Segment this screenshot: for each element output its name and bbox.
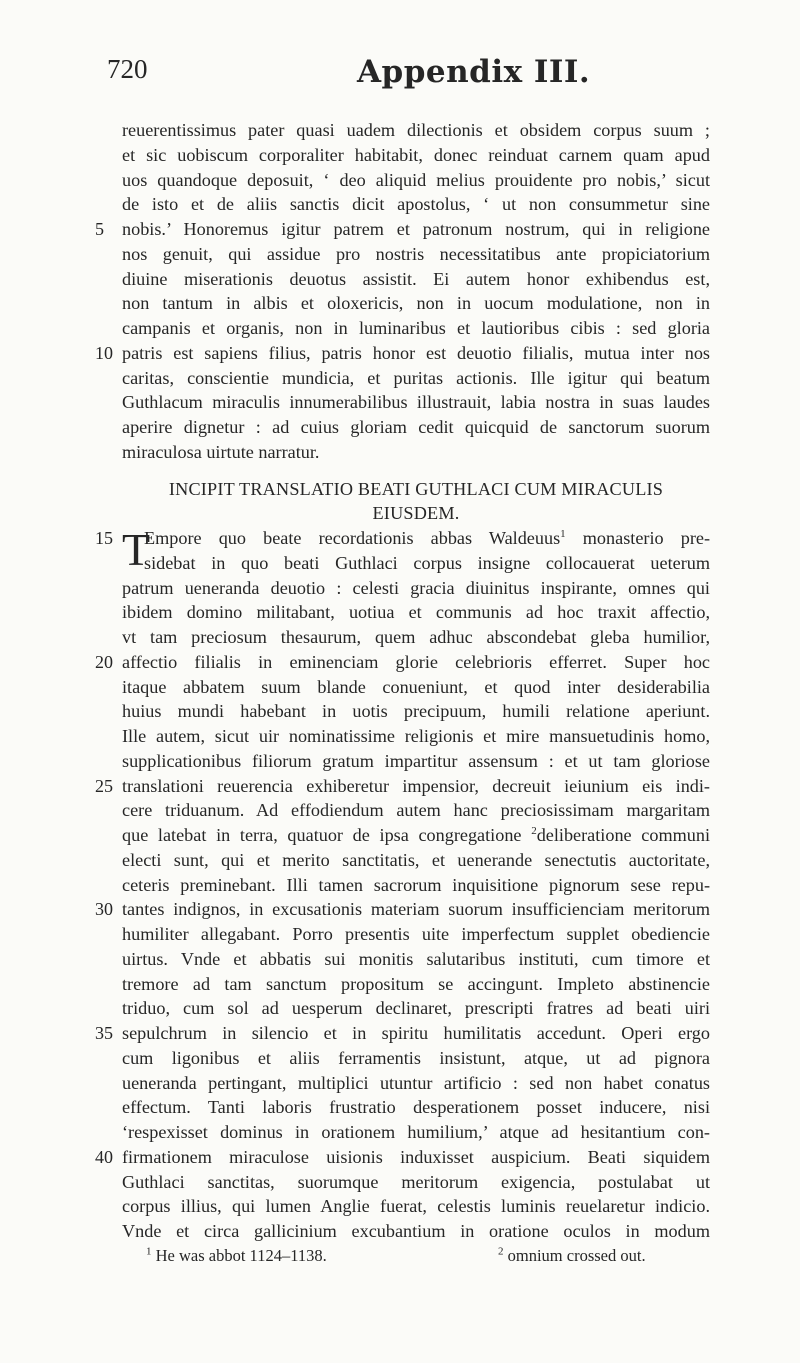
line-number: 5 <box>95 219 104 239</box>
text-line: ceteris preminebant. Illi tamen sacrorum inquisitione pignorum sese repu- <box>122 874 710 895</box>
text-line: reuerentissimus pater quasi uadem dilectionis et obsidem corpus suum ; <box>122 120 710 140</box>
text-line: et sic uobiscum corporaliter habitabit, donec reinduat carnem quam apud <box>122 144 710 165</box>
text-line: 20 affectio filialis in eminenciam glorie celebrioris efferret. Super hoc <box>122 650 710 675</box>
text-line: 40 firmationem miraculose uisionis induxisset auspicium. Beati siquidem <box>122 1145 710 1170</box>
text-line: triduo, cum sol ad uesperum declinaret, prescripti fratres ad beati uiri <box>122 998 710 1019</box>
text-line: 15 T Empore quo beate recordationis abbas Waldeuus$^1$ monasterio pre- <box>95 524 711 575</box>
line-number: 10 <box>95 342 113 363</box>
line-number: 30 <box>95 899 113 920</box>
text-line: patrum ueneranda deuotio : celesti gracia diuinitus inspirante, omnes qui <box>122 577 710 598</box>
text-line: ‘respexisset dominus in orationem humilium,’ atque ad hesitantium con- <box>122 1122 710 1142</box>
drop-cap: T <box>122 524 151 575</box>
footnote-ref: 1 <box>560 527 566 540</box>
text-line: effectum. Tanti laboris frustratio desperationem posset inducere, nisi <box>122 1097 710 1118</box>
text-line: non tantum in albis et oloxericis, non in uocum modulatione, non in <box>122 293 710 314</box>
text-line: ibidem domino militabant, uotiua et communis ad hoc traxit affectio, <box>122 602 710 623</box>
footnote-2: $^2$ omnium crossed out. <box>498 1245 646 1265</box>
text-line: Vnde et circa gallicinium excubantium in oratione oculos in modum <box>122 1221 710 1241</box>
text-line: Ille autem, sicut uir nominatissime religionis et mire mansuetudinis homo, <box>122 726 710 746</box>
text-line: campanis et organis, non in luminaribus et lautioribus cibis : sed gloria <box>122 318 710 338</box>
text-line: 25 translationi reuerencia exhiberetur impensior, decreuit ieiunium eis indi- <box>122 774 710 799</box>
text-line: humiliter allegabant. Porro presentis uite imperfectum supplet obediencie <box>122 924 710 944</box>
text-line: uos quandoque deposuit, ‘ deo aliquid melius prouidente pro nobis,’ sicut <box>122 169 710 190</box>
text-line: uirtus. Vnde et abbatis sui monitis salutaribus instituti, cum timore et <box>122 948 710 969</box>
page-header <box>107 54 707 94</box>
section-heading: INCIPIT TRANSLATIO BEATI GUTHLACI CUM MIRACULIS <box>168 478 664 499</box>
text-line: itaque abbatem suum blande conueniunt, et quod inter desiderabilia <box>122 676 710 697</box>
text-line: huius mundi habebant in uotis precipuum, humili relatione aperiunt. <box>122 701 710 722</box>
line-number: 35 <box>95 1023 113 1043</box>
text-line: caritas, conscientie mundicia, et puritas actionis. Ille igitur qui beatum <box>122 367 710 388</box>
text-line: ueneranda pertingant, multiplici utuntur artificio : sed non habet conatus <box>122 1072 710 1093</box>
line-number: 40 <box>95 1146 113 1167</box>
text-line: aperire dignetur : ad cuius gloriam cedit quicquid de sanctorum suorum <box>122 417 710 437</box>
text-line: supplicationibus filiorum gratum impartitur assensum : et ut tam gloriose <box>122 750 710 771</box>
text-line: Guthlaci sanctitas, suorumque meritorum exigencia, postulabat ut <box>122 1171 710 1192</box>
footnote-1: $^1$ He was abbot 1124–1138. <box>146 1245 327 1265</box>
page-number: 720 <box>107 54 148 84</box>
text-line: electi sunt, qui et merito sanctitatis, et uenerande senectutis auctoritate, <box>122 849 710 870</box>
text-line: vt tam preciosum thesaurum, quem adhuc abscondebat gleba humilior, <box>122 627 710 647</box>
main-text <box>95 118 711 1268</box>
footnote-ref: 2 <box>531 824 537 837</box>
text-line: nos genuit, qui assidue pro nostris necessitatibus ante propiciatorium <box>122 243 710 264</box>
text-line: cum ligonibus et aliis ferramentis insistunt, atque, ut ad pignora <box>122 1047 710 1068</box>
line-number: 20 <box>95 651 113 672</box>
line-number: 25 <box>95 775 113 796</box>
text-line: que latebat in terra, quatuor de ipsa congregatione $^2$deliberatione communi <box>122 824 710 845</box>
text-line: miraculosa uirtute narratur. <box>122 441 320 462</box>
text-line: Guthlacum miraculis innumerabilibus illustrauit, labia nostra in suas laudes <box>122 392 710 413</box>
footnotes <box>122 1244 710 1268</box>
text-line: sidebat in quo beati Guthlaci corpus insigne collocauerat ueterum <box>144 552 710 573</box>
text-line: 5 nobis.’ Honoremus igitur patrem et patronum nostrum, qui in religione <box>122 217 710 242</box>
running-title: Appendix III. <box>357 54 591 90</box>
text-line: diuine miserationis deuotus assistit. Ei autem honor exhibendus est, <box>122 268 710 289</box>
line-number: 15 <box>95 528 113 548</box>
section-heading-cont: EIUSDEM. <box>372 503 460 524</box>
text-line: de isto et de aliis sanctis dicit apostolus, ‘ ut non consummetur sine <box>122 194 710 215</box>
text-line: corpus illius, qui lumen Anglie fuerat, celestis luminis reuelaretur indicio. <box>122 1196 710 1217</box>
text-line: 10 patris est sapiens filius, patris honor est deuotio filialis, mutua inter nos <box>122 341 710 366</box>
text-line: tremore ad tam sanctum propositum se accingunt. Impleto abstinencie <box>122 973 710 994</box>
text-line: 35 sepulchrum in silencio et in spiritu humilitatis accedunt. Operi ergo <box>122 1021 710 1046</box>
text-line: 30 tantes indignos, in excusationis materiam suorum insufficienciam meritorum <box>122 897 710 922</box>
text-line: cere triduanum. Ad effodiendum autem hanc preciosissimam margaritam <box>122 800 710 821</box>
